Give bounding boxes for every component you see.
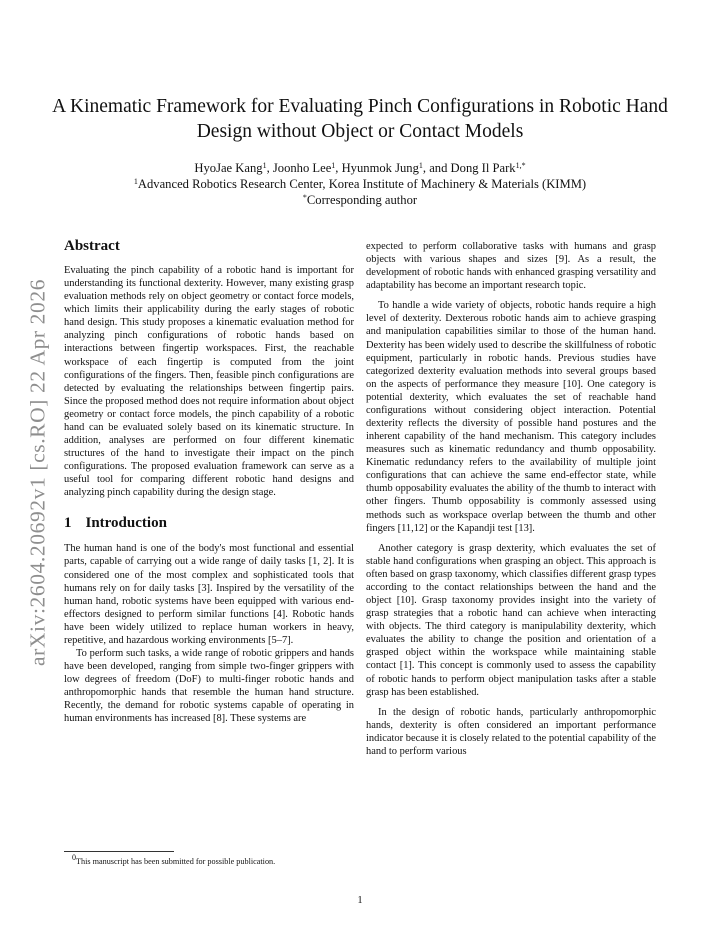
footnote-text: This manuscript has been submitted for possible publication. [76,857,276,866]
body-paragraph: expected to perform collaborative tasks with humans and grasp objects with various shapes and sizes [9]. As a result, the development of robotic hands with enhanced grasping versatility and adaptability has become an important research topic. [366,241,656,292]
author-name: Dong Il Park [450,161,516,175]
left-column [64,236,354,726]
abstract-text: Evaluating the pinch capability of a robotic hand is important for understanding its functional dexterity. However, many existing grasp evaluation methods rely on object geometry or contact force models, which limits their applicability during the early stages of robotic hand design. This study proposes a kinematic evaluation method for analyzing pinch configurations of robotic hands based on interactions between fingertip workspaces. First, the reachable workspace of each fingertip is computed from the joint configurations of the fingers. Then, feasible pinch configurations are detected by evaluating the relationships between fingertip pairs. Since the proposed method does not require information about object geometry or contact force models, the pinch capability of a robotic hand can be evaluated solely based on its kinematic structure. In addition, analyses are performed on four different kinematic structures of the hand to investigate their impact on the pinch configurations. The proposed evaluation framework can serve as a useful tool for comparing different robotic hand designs and analyzing pinch capability during the design stage. [64,265,354,499]
section-number: 1 [64,515,72,532]
arxiv-identifier-stamp: arXiv:2604.20692v1 [cs.RO] 22 Apr 2026 [25,278,50,666]
page-number: 1 [357,895,363,906]
affiliation-mark: 1 [331,161,336,170]
author-block [40,160,680,208]
body-paragraph: The human hand is one of the body's most functional and essential parts, capable of carrying out a wide range of daily tasks [1, 2]. It is considered one of the most complex and sophisticated tools that humans rely on for daily tasks [3]. Inspired by the versatility of the human hand, robotic systems have been equipped with various end-effectors designed to perform similar functions [4]. Robotic hands have been widely utilized to replace human workers in heavy, repetitive, and hazardous working environments [5–7]. [64,543,354,646]
right-column [366,240,656,758]
affiliation-mark: 1,* [515,161,526,170]
footnote-rule [64,851,174,852]
corresponding-mark: * [302,193,307,202]
author-separator: , [266,161,273,175]
body-paragraph: To handle a wide variety of objects, robotic hands require a high level of dexterity. Dexterous robotic hands aim to achieve grasping and manipulation capabilities similar to those of the human hand. Dexterity has been widely used to describe the skillfulness of robotic equipment, particularly in robotic hands. Previous studies have categorized dexterity evaluation methods into several groups based on the aspects of performance they measure [10]. One category is potential dexterity, which evaluates the set of reachable hand configurations without considering object interaction. Potential dexterity reflects the diversity of possible hand postures and the inherent capability of the hand mechanism. This category includes measures such as kinematic redundancy and thumb opposability. Kinematic redundancy refers to the availability of multiple joint configurations that can achieve the same end-effector state, while thumb opposability evaluates the ability of the thumb to interact with other fingers. Thumb opposability is commonly assessed using methods such as workspace overlap between the thumb and other fingers [11,12] or the Kapandji test [13]. [366,300,656,534]
abstract-heading: Abstract [64,238,120,254]
author-separator: , and [422,161,451,175]
footnote [64,853,362,867]
paper-title: A Kinematic Framework for Evaluating Pinch Configurations in Robotic Hand Design without Object or Contact Models [52,96,668,142]
corresponding-author-line [40,192,680,208]
affiliation-mark: 1 [418,161,423,170]
body-paragraph: Another category is grasp dexterity, which evaluates the set of stable hand configurations when grasping an object. This approach is often based on grasp taxonomy, which classifies different grasp types according to the contact relationships between the hand and the object [10]. Grasp taxonomy provides insight into the variety of grasp strategies that a robotic hand can achieve when interacting with objects. The third category is manipulability dexterity, which evaluates the ability to change the position and orientation of a grasped object within the workspace while maintaining stable contact [1]. This concept is commonly used to assess the capability of robotic hands to perform object manipulation tasks after a stable grasp has been established. [366,542,656,698]
section-heading-introduction [64,513,354,533]
affiliation-mark: 1 [133,177,138,186]
author-name: HyoJae Kang [194,161,263,175]
corresponding-author: Corresponding author [306,193,418,207]
affiliation: Advanced Robotics Research Center, Korea Institute of Machinery & Materials (KIMM) [137,177,587,191]
affiliation-mark: 1 [262,161,267,170]
author-list [40,160,680,176]
author-separator: , [335,161,342,175]
section-title: Introduction [85,515,167,532]
body-paragraph: To perform such tasks, a wide range of robotic grippers and hands have been developed, ranging from simple two-finger grippers with low degrees of freedom (DoF) to multi-finger robotic hands and anthropomorphic hands that resemble the human hand structure. Recently, the demand for robotic systems capable of operating in human environments has increased [8]. These systems are [64,648,354,725]
author-name: Joonho Lee [272,161,332,175]
affiliation-line [40,176,680,192]
footnote-mark: 0 [72,853,76,862]
author-name: Hyunmok Jung [341,161,419,175]
body-paragraph: In the design of robotic hands, particularly anthropomorphic hands, dexterity is often considered an important performance indicator because it is closely related to the potential capability of the hand to perform various [366,706,656,757]
